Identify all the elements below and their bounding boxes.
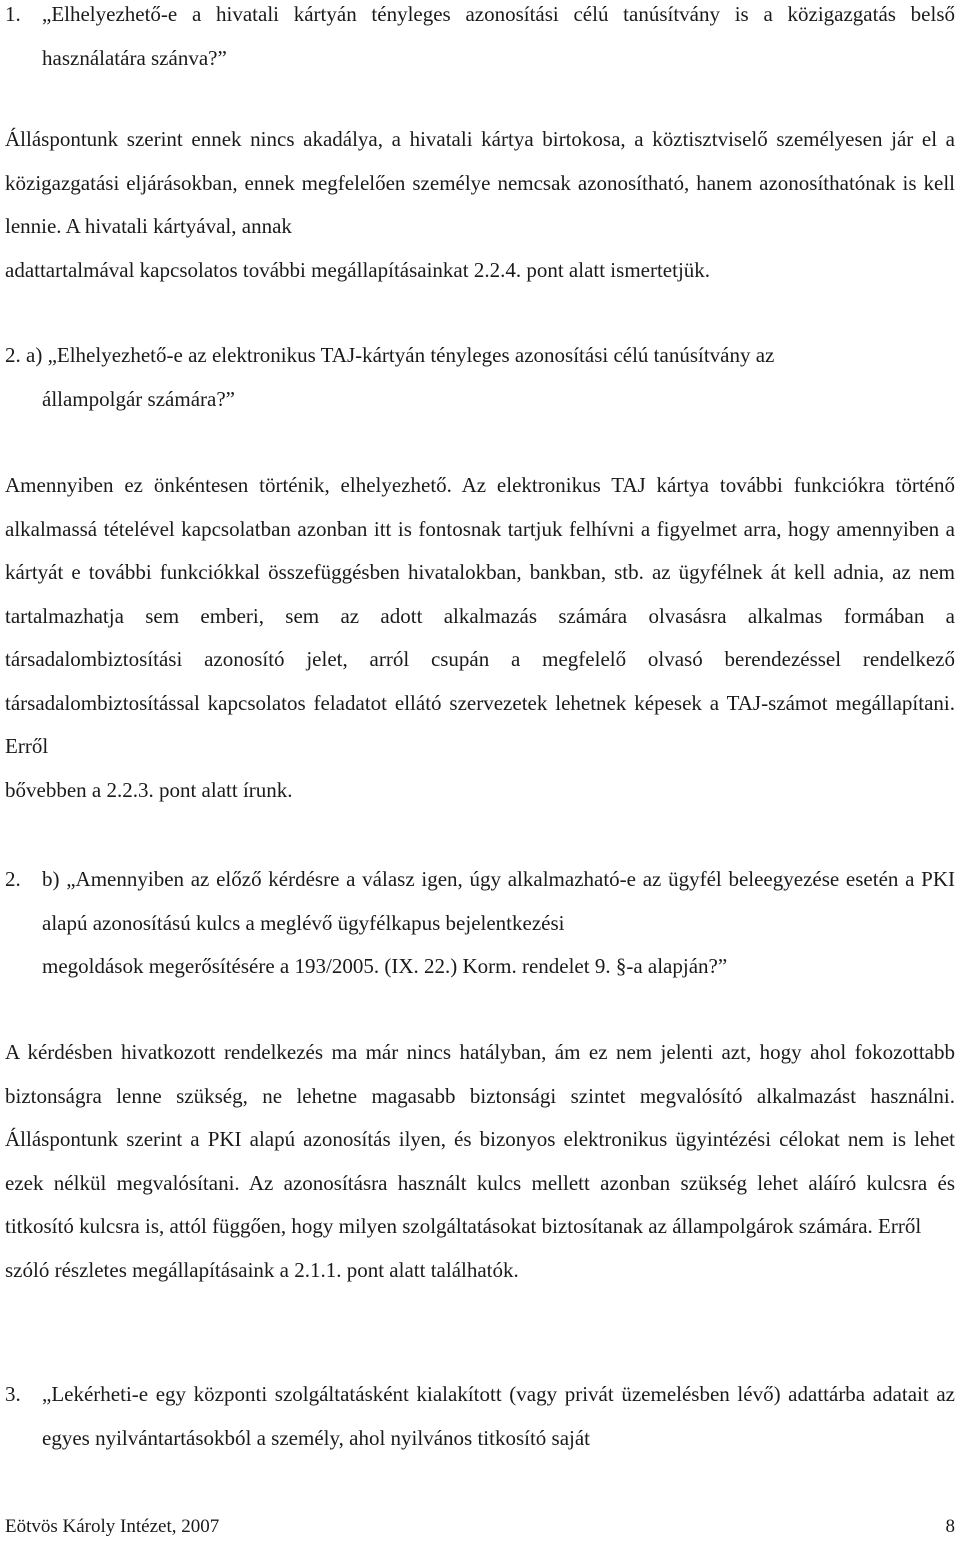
question-2a-first-line: 2. a) „Elhelyezhető-e az elektronikus TAJ-kártyán tényleges azonosítási célú tanúsítvány az bbox=[5, 343, 775, 367]
page-footer bbox=[5, 1516, 955, 1538]
question-2a-rest: állampolgár számára?” bbox=[42, 386, 235, 411]
question-2b-body bbox=[42, 858, 955, 989]
answer-1-last-line: adattartalmával kapcsolatos további megállapításainkat 2.2.4. pont alatt ismertetjük. bbox=[5, 257, 711, 282]
question-3-number: 3. bbox=[5, 1382, 21, 1406]
answer-2a-paragraph bbox=[5, 464, 955, 812]
question-2a bbox=[5, 334, 955, 421]
question-3-text: „Lekérheti-e egy központi szolgáltatásként kialakított (vagy privát üzemelésben lévő) adattárba adatait az egyes nyilvántartásokból a személy, ahol nyilvános titkosító saját bbox=[42, 1382, 955, 1450]
answer-2b-text: A kérdésben hivatkozott rendelkezés ma már nincs hatályban, ám ez nem jelenti azt, hogy ahol fokozottabb biztonságra lenne szükség, ne lehetne magasabb biztonsági szintet megvalósító alkalmazást használni. Álláspontunk szerint a PKI alapú azonosítás ilyen, és bizonyos elektronikus ügyintézési célokat nem is lehet ezek nélkül megvalósítani. Az azonosításra használt kulcs mellett azonban szükség lehet aláíró kulcsra és titkosító kulcsra is, attól függően, hogy milyen szolgáltatásokat biztosítanak az állampolgárok számára. Erről bbox=[5, 1040, 955, 1238]
question-1-number: 1. bbox=[5, 2, 21, 26]
question-1-text: „Elhelyezhető-e a hivatali kártyán tényleges azonosítási célú tanúsítvány is a közigazgatás belső használatára szánva?” bbox=[42, 2, 955, 70]
question-2b-text: b) „Amennyiben az előző kérdésre a válasz igen, úgy alkalmazható-e az ügyfél beleegyezése esetén a PKI alapú azonosítású kulcs a meglévő ügyfélkapus bejelentkezési bbox=[42, 867, 955, 935]
question-1 bbox=[5, 0, 955, 80]
answer-2a-text: Amennyiben ez önkéntesen történik, elhelyezhető. Az elektronikus TAJ kártya további funkciókra történő alkalmassá tételével kapcsolatban azonban itt is fontosnak tartjuk felhívni a figyelmet arra, hogy amennyiben a kártyát e további funkciókkal összefüggésben hivatalokban, bankban, stb. az ügyfélnek át kell adnia, az nem tartalmazhatja sem emberi, sem az adott alkalmazás számára olvasásra alkalmas formában a társadalombiztosítási azonosító jelet, arról csupán a megfelelő olvasó berendezéssel rendelkező társadalombiztosítással kapcsolatos feladatot ellátó szervezetek lehetnek képesek a TAJ-számot megállapítani. Erről bbox=[5, 473, 955, 758]
answer-1-text: Álláspontunk szerint ennek nincs akadálya, a hivatali kártya birtokosa, a köztisztviselő személyesen jár el a közigazgatási eljárásokban, ennek megfelelően személye nemcsak azonosítható, hanem azonosíthatónak is kell lennie. A hivatali kártyával, annak bbox=[5, 127, 955, 238]
question-3 bbox=[5, 1373, 955, 1460]
question-2b-number: 2. bbox=[5, 867, 21, 891]
answer-1-paragraph bbox=[5, 118, 955, 292]
question-2b bbox=[5, 858, 955, 989]
question-2b-last-line: megoldások megerősítésére a 193/2005. (IX. 22.) Korm. rendelet 9. §-a alapján?” bbox=[42, 954, 728, 978]
answer-2b-paragraph bbox=[5, 1031, 955, 1292]
footer-institution: Eötvös Károly Intézet, 2007 bbox=[5, 1516, 220, 1537]
answer-2b-last-line: szóló részletes megállapításaink a 2.1.1. pont alatt találhatók. bbox=[5, 1257, 519, 1282]
answer-2a-last-line: bővebben a 2.2.3. pont alatt írunk. bbox=[5, 777, 293, 802]
page-number: 8 bbox=[945, 1516, 955, 1537]
